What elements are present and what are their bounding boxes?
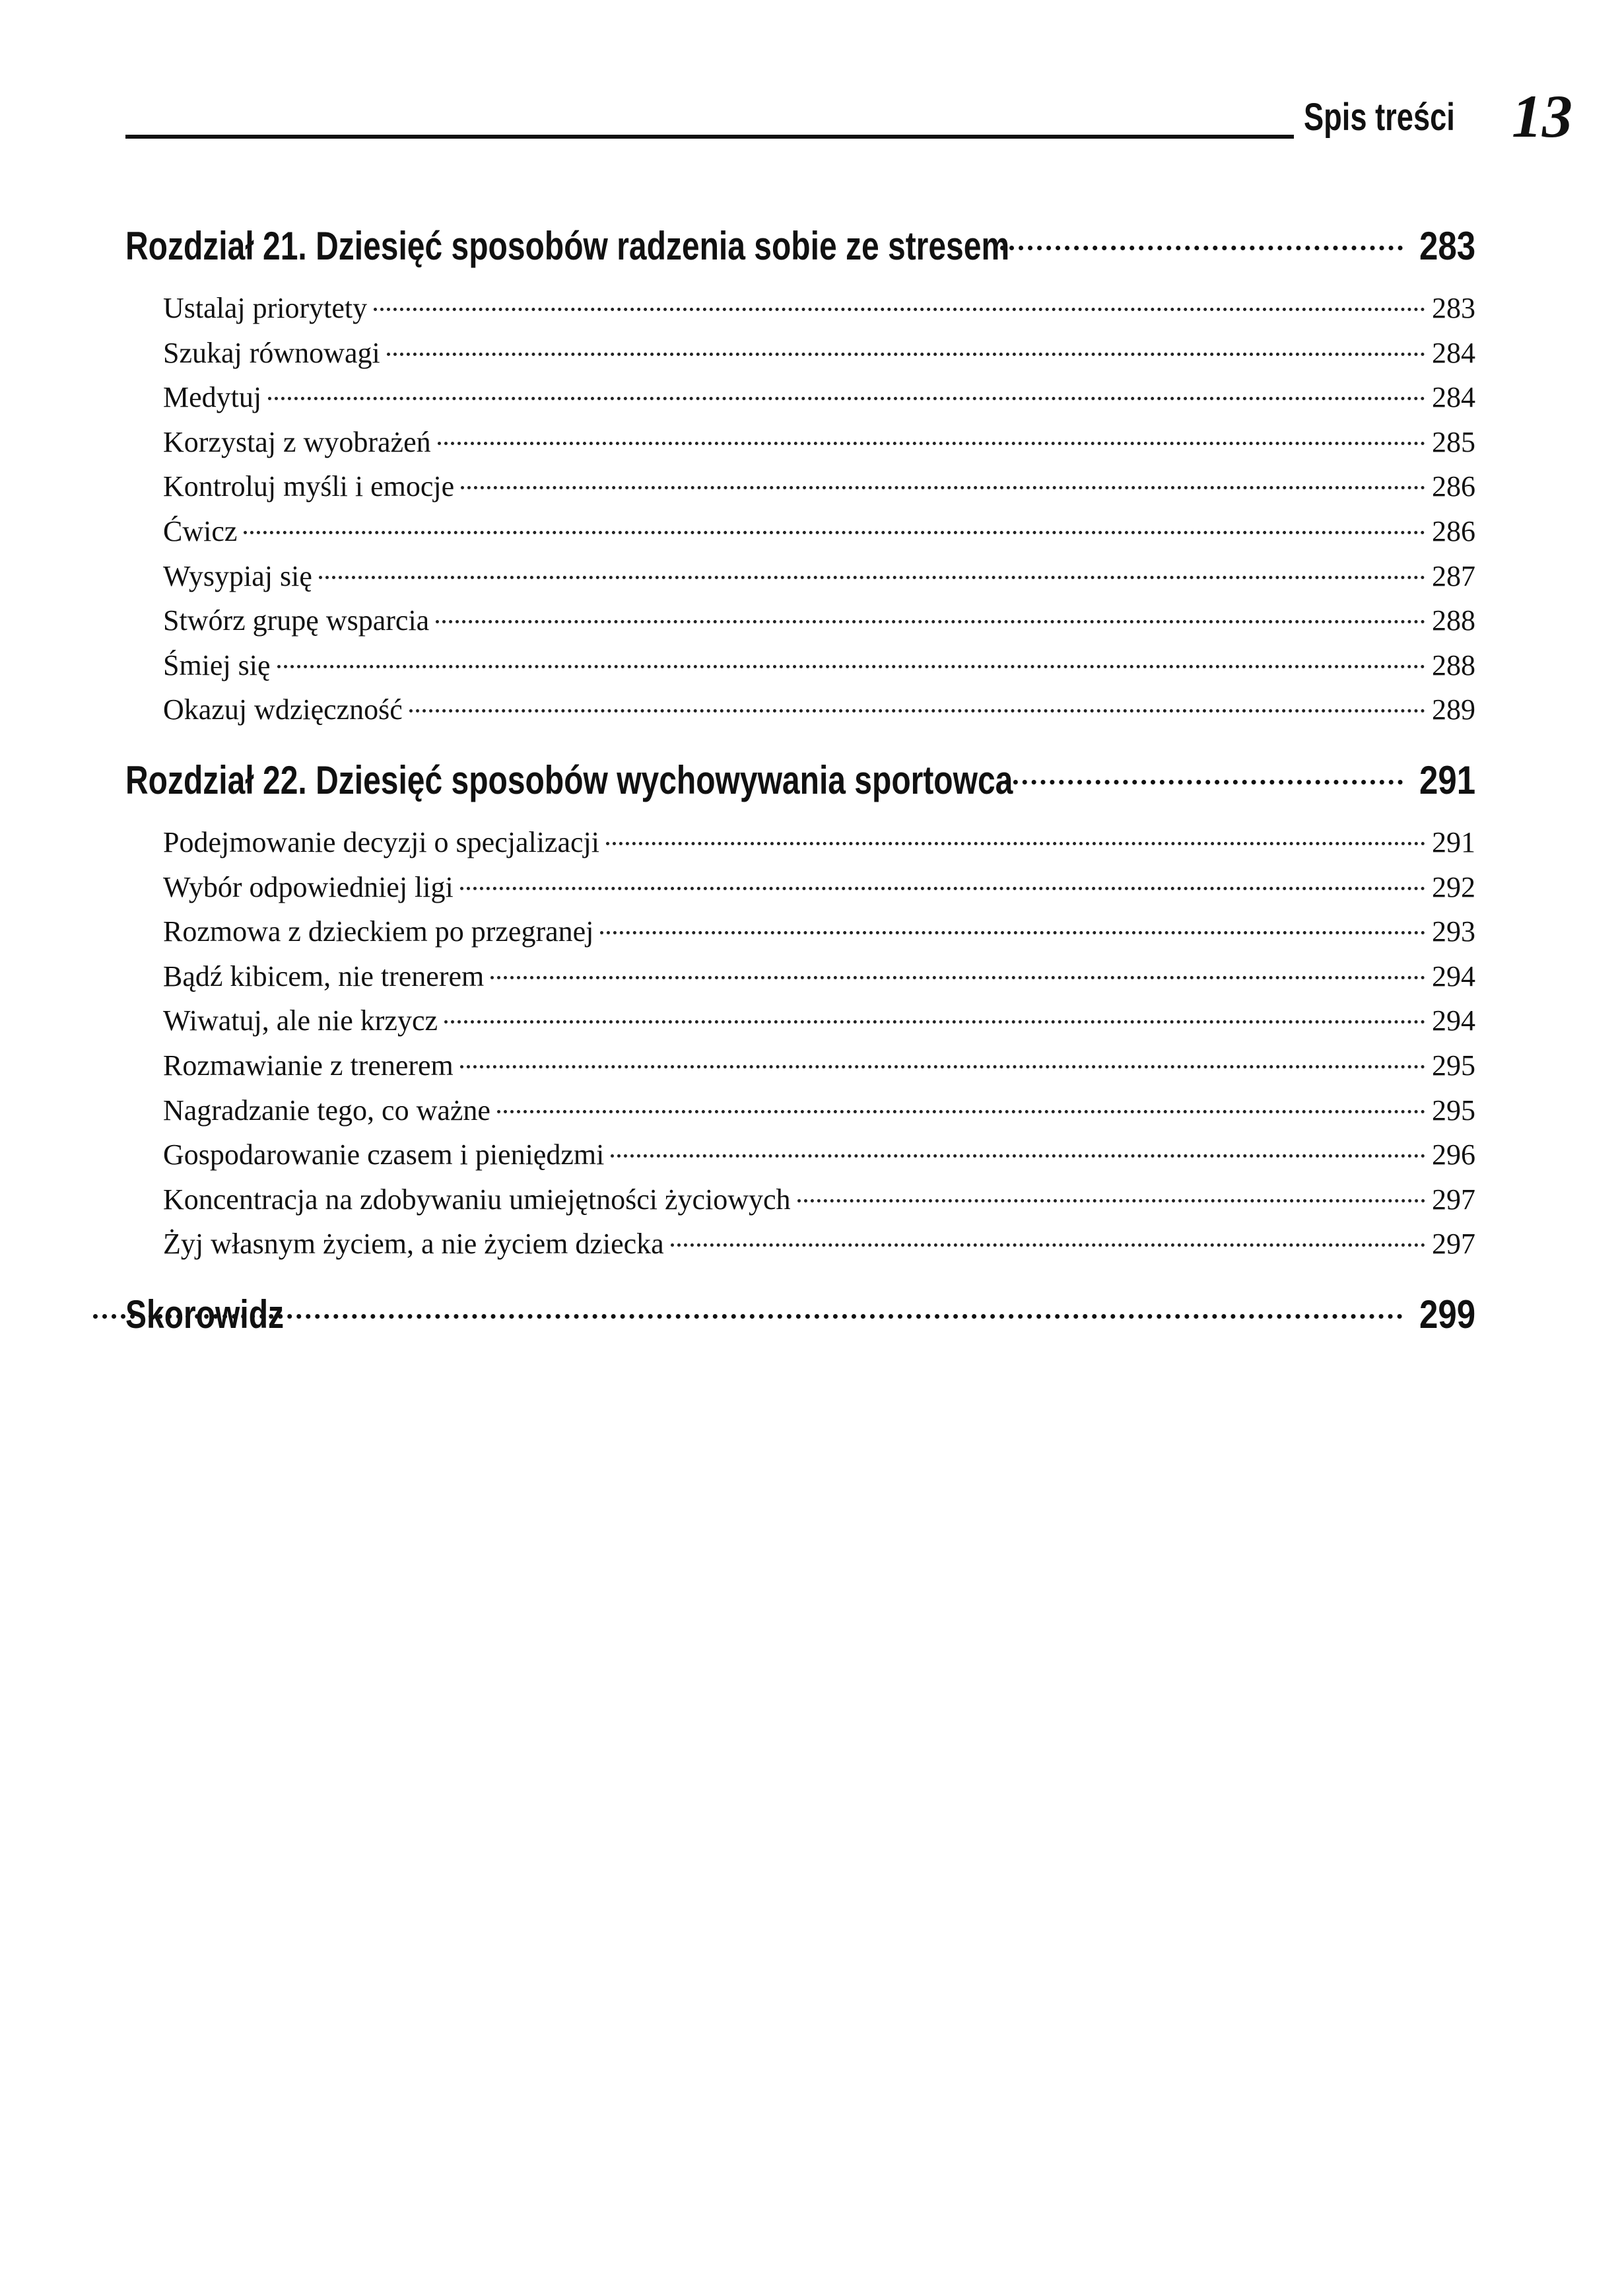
entry-title: Szukaj równowagi xyxy=(163,336,380,369)
entry-page: 288 xyxy=(1432,648,1475,681)
running-head-title: Spis treści xyxy=(1304,96,1455,139)
entry-title: Ustalaj priorytety xyxy=(163,292,368,324)
entry-page: 295 xyxy=(1432,1049,1475,1082)
entry-title: Koncentracja na zdobywaniu umiejętności życiowych xyxy=(163,1183,791,1216)
chapter-title: Rozdział 22. Dziesięć sposobów wychowywania sportowca xyxy=(125,757,1013,802)
entry-title: Korzystaj z wyobrażeń xyxy=(163,425,431,458)
entry-page: 296 xyxy=(1432,1138,1475,1171)
toc-entry[interactable] xyxy=(125,820,1475,865)
entry-page: 288 xyxy=(1432,604,1475,637)
toc-entry[interactable] xyxy=(125,643,1475,688)
entry-title: Żyj własnym życiem, a nie życiem dziecka xyxy=(163,1228,664,1261)
entry-title: Stwórz grupę wsparcia xyxy=(163,604,430,637)
toc-entry[interactable] xyxy=(125,954,1475,999)
entry-title: Ćwicz xyxy=(163,514,238,547)
toc-entry[interactable] xyxy=(125,598,1475,643)
toc-entry[interactable] xyxy=(125,331,1475,376)
entry-page: 285 xyxy=(1432,425,1475,458)
entry-page: 283 xyxy=(1432,292,1475,324)
dot-leader xyxy=(409,709,1425,713)
table-of-contents xyxy=(125,210,1475,1351)
entry-page: 284 xyxy=(1432,336,1475,369)
entry-page: 294 xyxy=(1432,959,1475,992)
toc-chapter-22[interactable] xyxy=(125,744,1475,817)
entry-title: Kontroluj myśli i emocje xyxy=(163,470,455,503)
entry-title: Nagradzanie tego, co ważne xyxy=(163,1094,490,1127)
toc-entry[interactable] xyxy=(125,1043,1475,1088)
entry-page: 297 xyxy=(1432,1183,1475,1216)
dot-leader xyxy=(460,887,1425,890)
entry-page: 295 xyxy=(1432,1094,1475,1127)
toc-entry[interactable] xyxy=(125,509,1475,554)
dot-leader xyxy=(461,486,1425,489)
dot-leader xyxy=(600,931,1425,934)
toc-entry[interactable] xyxy=(125,865,1475,910)
dot-leader xyxy=(606,842,1425,845)
header-rule xyxy=(125,135,1294,139)
toc-entry[interactable] xyxy=(125,1177,1475,1222)
entry-page: 293 xyxy=(1432,915,1475,948)
dot-leader xyxy=(1004,780,1402,784)
dot-leader xyxy=(93,1314,1403,1319)
entry-title: Śmiej się xyxy=(163,648,271,681)
entry-page: 291 xyxy=(1432,825,1475,858)
dot-leader xyxy=(374,308,1425,311)
entry-title: Podejmowanie decyzji o specjalizacji xyxy=(163,825,599,858)
chapter-page: 291 xyxy=(1419,757,1475,802)
toc-entry[interactable] xyxy=(125,1132,1475,1177)
toc-entry[interactable] xyxy=(125,687,1475,732)
toc-entry[interactable] xyxy=(125,286,1475,331)
chapter-title: Rozdział 21. Dziesięć sposobów radzenia sobie ze stresem xyxy=(125,224,1010,268)
entry-title: Gospodarowanie czasem i pieniędzmi xyxy=(163,1138,605,1171)
entry-title: Wiwatuj, ale nie krzycz xyxy=(163,1004,438,1037)
entry-page: 287 xyxy=(1432,559,1475,592)
toc-entry[interactable] xyxy=(125,554,1475,599)
toc-index[interactable] xyxy=(125,1278,1475,1351)
dot-leader xyxy=(797,1199,1425,1202)
entry-page: 294 xyxy=(1432,1004,1475,1037)
entry-page: 284 xyxy=(1432,381,1475,414)
entry-title: Rozmawianie z trenerem xyxy=(163,1049,454,1082)
dot-leader xyxy=(490,976,1425,979)
chapter-page: 283 xyxy=(1419,224,1475,268)
dot-leader xyxy=(319,576,1425,579)
dot-leader xyxy=(436,620,1425,623)
toc-entry[interactable] xyxy=(125,375,1475,420)
toc-entry[interactable] xyxy=(125,420,1475,465)
index-page: 299 xyxy=(1419,1292,1475,1337)
toc-entry[interactable] xyxy=(125,998,1475,1043)
toc-entry[interactable] xyxy=(125,1088,1475,1133)
index-title: Skorowidz xyxy=(125,1292,285,1337)
dot-leader xyxy=(387,353,1425,356)
dot-leader xyxy=(244,531,1425,534)
entry-page: 286 xyxy=(1432,514,1475,547)
entry-title: Wysypiaj się xyxy=(163,559,312,592)
toc-chapter-21[interactable] xyxy=(125,210,1475,283)
dot-leader xyxy=(497,1110,1425,1113)
dot-leader xyxy=(277,665,1425,668)
entry-title: Bądź kibicem, nie trenerem xyxy=(163,959,485,992)
toc-entry[interactable] xyxy=(125,909,1475,954)
entry-page: 289 xyxy=(1432,693,1475,726)
dot-leader xyxy=(1000,246,1403,250)
dot-leader xyxy=(444,1020,1425,1024)
entry-title: Rozmowa z dzieckiem po przegranej xyxy=(163,915,594,948)
entry-page: 292 xyxy=(1432,870,1475,903)
entry-title: Okazuj wdzięczność xyxy=(163,693,403,726)
toc-entry[interactable] xyxy=(125,464,1475,509)
dot-leader xyxy=(671,1243,1425,1247)
page-header xyxy=(125,83,1574,150)
entry-page: 297 xyxy=(1432,1228,1475,1261)
page-number: 13 xyxy=(1512,83,1572,150)
entry-title: Medytuj xyxy=(163,381,262,414)
entry-page: 286 xyxy=(1432,470,1475,503)
entry-title: Wybór odpowiedniej ligi xyxy=(163,870,454,903)
dot-leader xyxy=(611,1154,1425,1158)
dot-leader xyxy=(438,442,1425,445)
toc-entry[interactable] xyxy=(125,1222,1475,1267)
dot-leader xyxy=(460,1065,1425,1068)
dot-leader xyxy=(268,397,1425,400)
